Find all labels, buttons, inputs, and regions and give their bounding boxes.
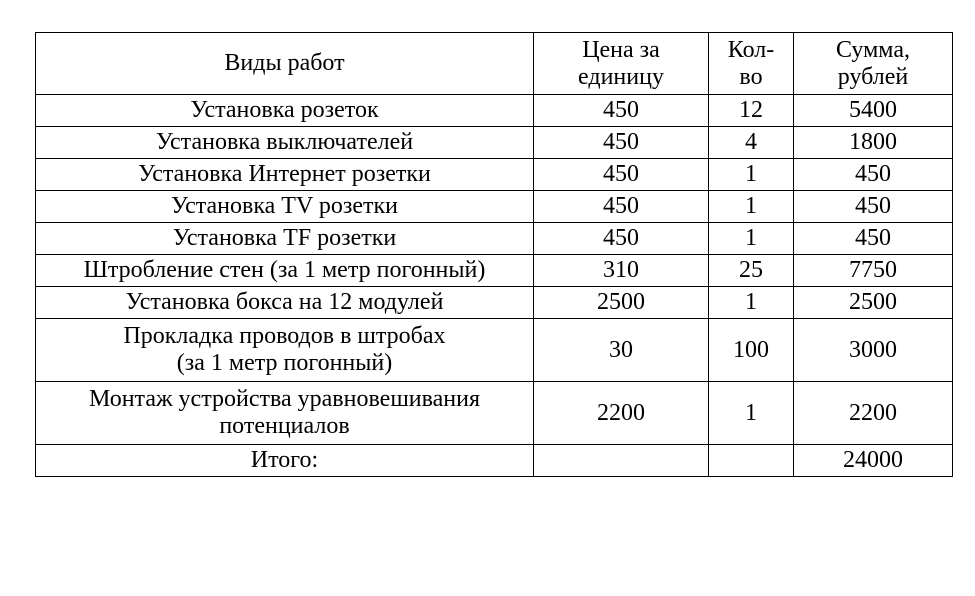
- table-row: [36, 191, 953, 223]
- cell-price: 450: [534, 159, 709, 191]
- cell-qty: 25: [709, 255, 794, 287]
- cell-sum: 1800: [794, 127, 953, 159]
- cell-qty: 1: [709, 191, 794, 223]
- cell-qty: 1: [709, 159, 794, 191]
- cell-qty: 100: [709, 319, 794, 382]
- cell-price: 450: [534, 127, 709, 159]
- cell-sum: 450: [794, 223, 953, 255]
- cell-sum: 5400: [794, 95, 953, 127]
- cell-work: Установка TF розетки: [36, 223, 534, 255]
- cell-work: Установка бокса на 12 модулей: [36, 287, 534, 319]
- cell-price: 450: [534, 95, 709, 127]
- cell-work: Прокладка проводов в штробах (за 1 метр погонный): [36, 319, 534, 382]
- total-qty: [709, 445, 794, 477]
- cell-price: 2200: [534, 382, 709, 445]
- cell-work: Установка TV розетки: [36, 191, 534, 223]
- table-row: [36, 159, 953, 191]
- cell-sum: 2500: [794, 287, 953, 319]
- table-row: [36, 319, 953, 382]
- cell-qty: 4: [709, 127, 794, 159]
- cell-price: 450: [534, 223, 709, 255]
- cell-price: 450: [534, 191, 709, 223]
- cell-qty: 1: [709, 223, 794, 255]
- cell-price: 310: [534, 255, 709, 287]
- table-row: [36, 127, 953, 159]
- cell-price: 2500: [534, 287, 709, 319]
- table-row: [36, 255, 953, 287]
- cell-qty: 1: [709, 382, 794, 445]
- cell-sum: 2200: [794, 382, 953, 445]
- table-row: [36, 223, 953, 255]
- cell-work: Установка розеток: [36, 95, 534, 127]
- header-work: Виды работ: [36, 33, 534, 95]
- total-row: [36, 445, 953, 477]
- header-price: Цена за единицу: [534, 33, 709, 95]
- total-price: [534, 445, 709, 477]
- table-row: [36, 287, 953, 319]
- table-row: [36, 95, 953, 127]
- header-qty: Кол- во: [709, 33, 794, 95]
- cell-price: 30: [534, 319, 709, 382]
- cell-work: Монтаж устройства уравновешивания потенциалов: [36, 382, 534, 445]
- header-sum: Сумма, рублей: [794, 33, 953, 95]
- cell-sum: 3000: [794, 319, 953, 382]
- cell-sum: 450: [794, 159, 953, 191]
- total-label: Итого:: [36, 445, 534, 477]
- cell-work: Штробление стен (за 1 метр погонный): [36, 255, 534, 287]
- table-row: [36, 382, 953, 445]
- total-sum: 24000: [794, 445, 953, 477]
- cell-work: Установка выключателей: [36, 127, 534, 159]
- cell-sum: 7750: [794, 255, 953, 287]
- price-table: [35, 32, 953, 477]
- cell-qty: 1: [709, 287, 794, 319]
- cell-work: Установка Интернет розетки: [36, 159, 534, 191]
- cell-sum: 450: [794, 191, 953, 223]
- table-header-row: [36, 33, 953, 95]
- cell-qty: 12: [709, 95, 794, 127]
